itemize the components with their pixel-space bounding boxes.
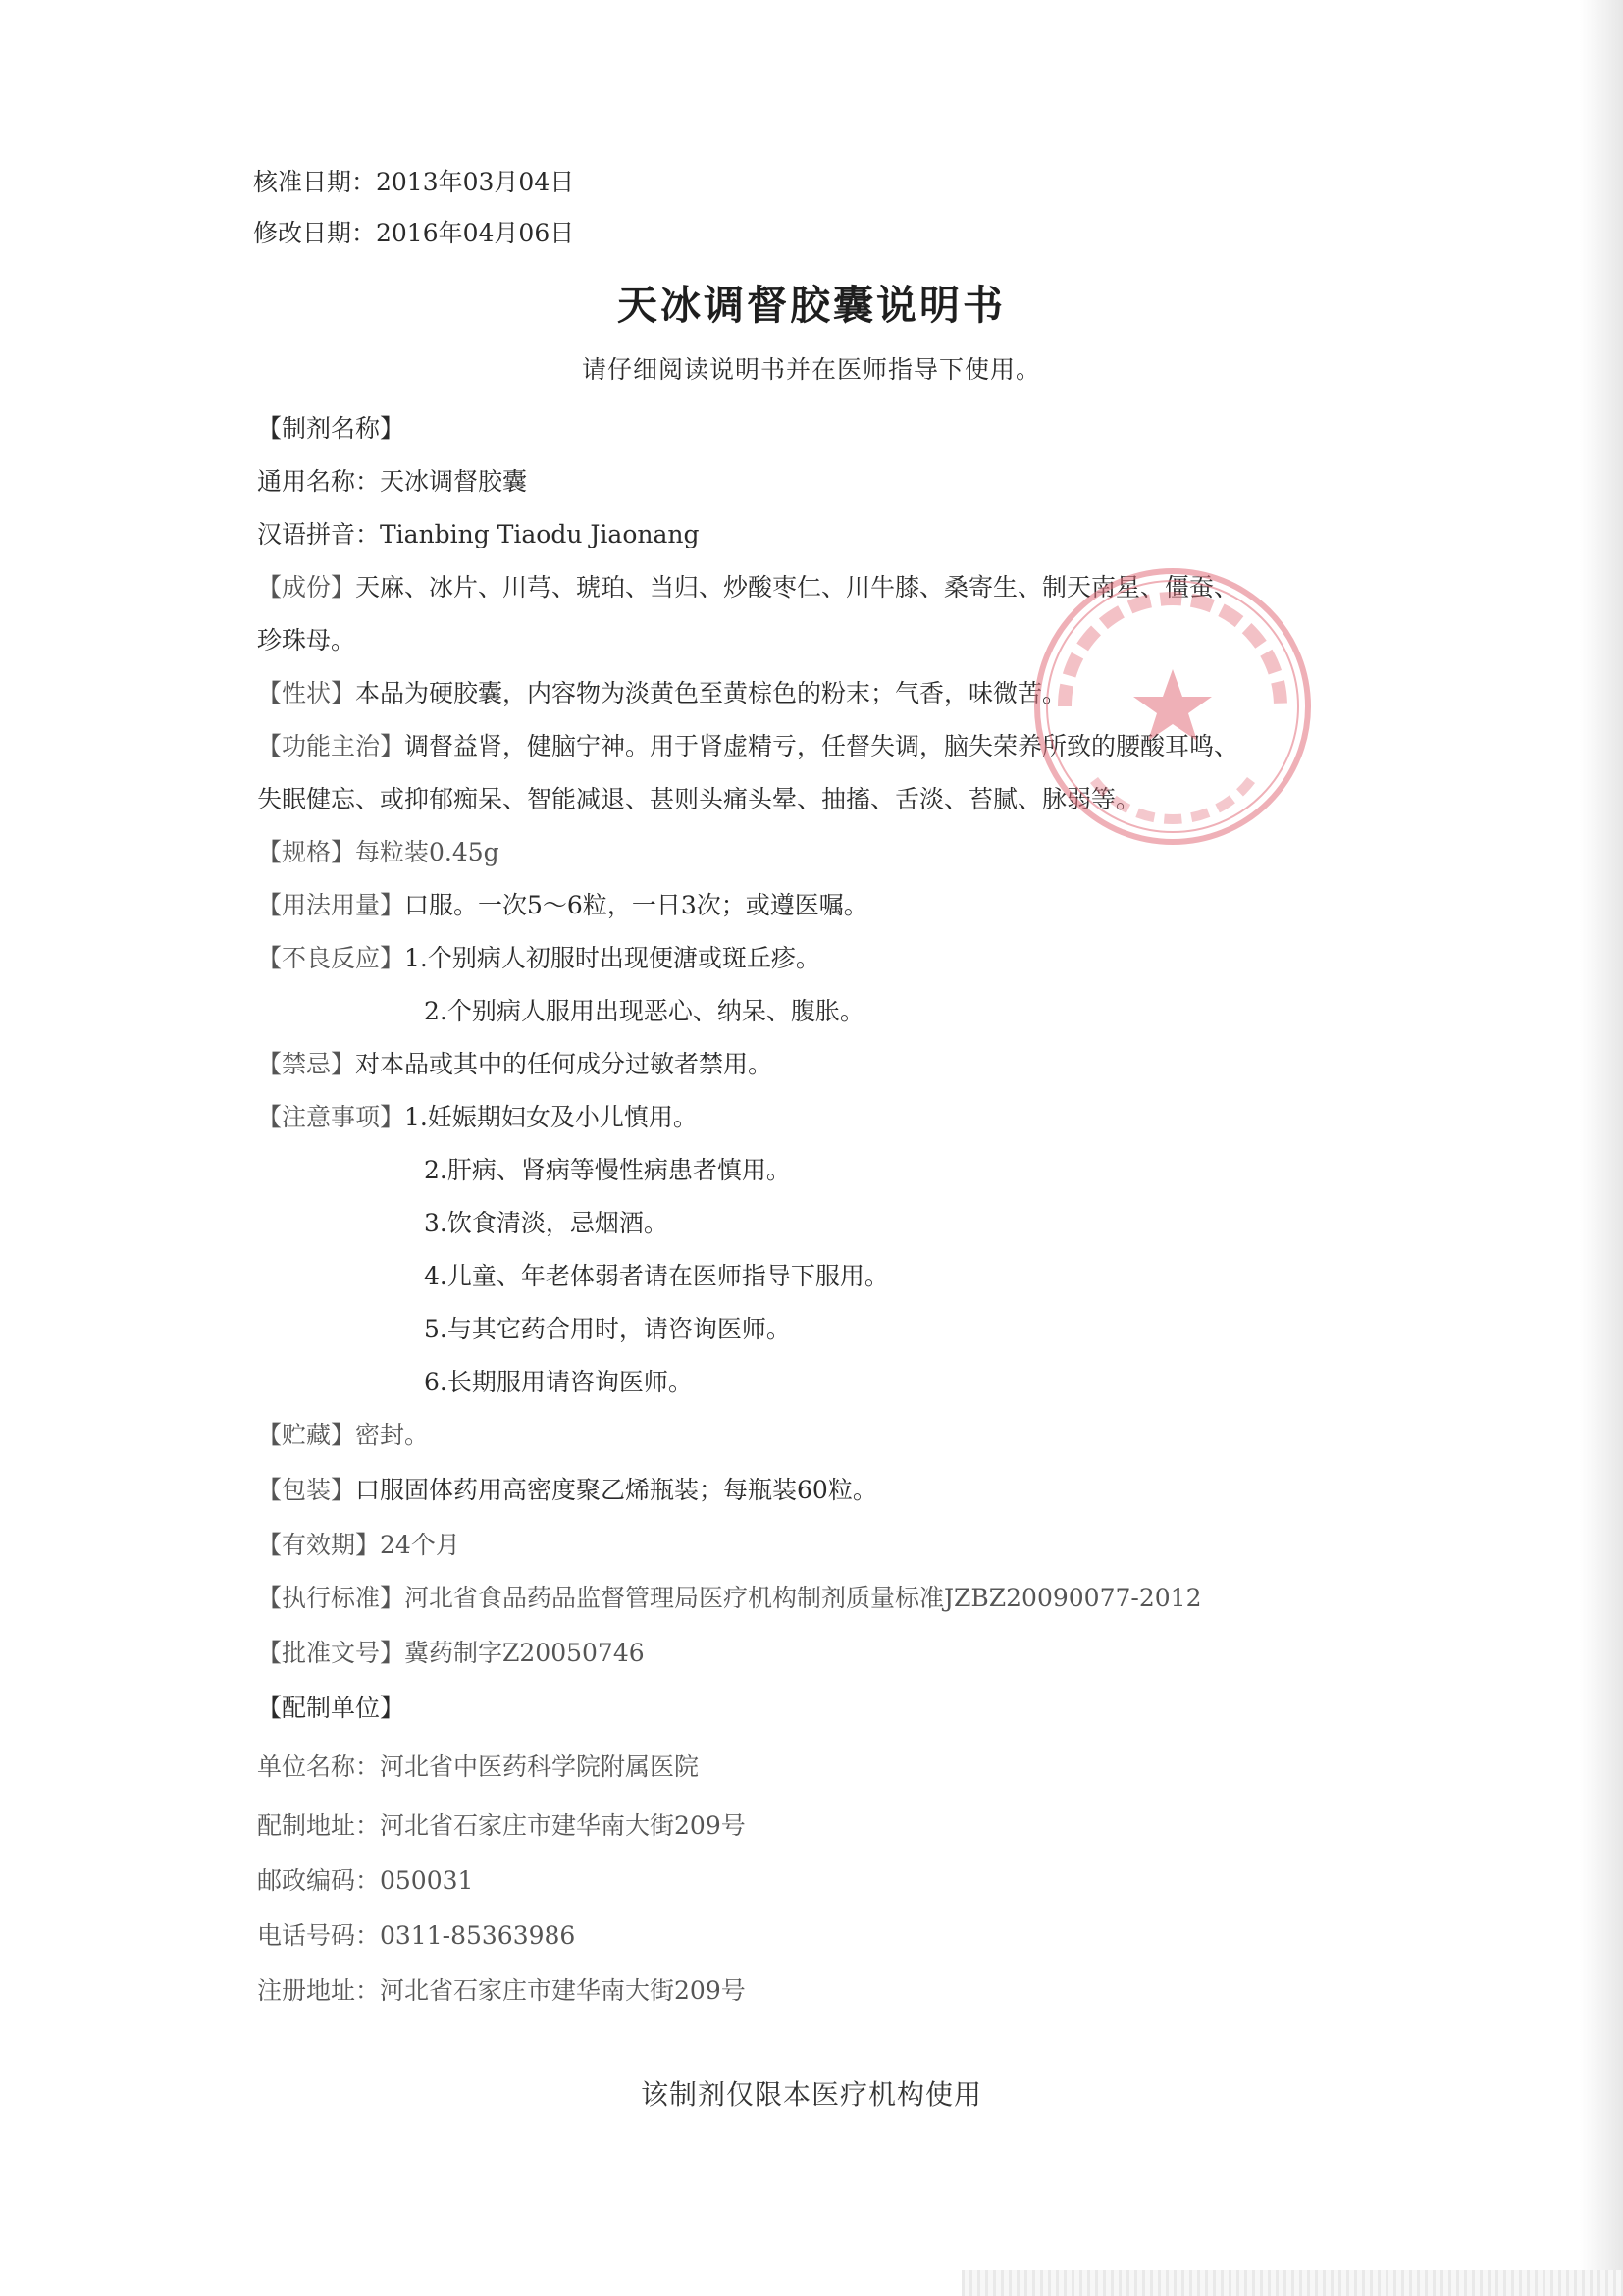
package-label: 【包装】 [257,1476,356,1504]
standard-label: 【执行标准】 [257,1584,405,1612]
indications-text: 调督益肾，健脑宁神。用于肾虚精亏，任督失调，脑失荣养所致的腰酸耳鸣、 [404,732,1239,760]
dosage-label: 【用法用量】 [257,891,405,919]
generic-name: 通用名称：天冰调督胶囊 [257,467,528,496]
ingredients-text: 天麻、冰片、川芎、琥珀、当归、炒酸枣仁、川牛膝、桑寄生、制天南星、僵蚕、 [355,573,1239,601]
maker-registered-address: 注册地址：河北省石家庄市建华南大街209号 [257,1976,746,2005]
precautions-line-1 [257,1102,698,1133]
official-seal-icon [1025,559,1320,854]
precautions-label: 【注意事项】 [257,1103,405,1131]
precaution-item: 4.儿童、年老体弱者请在医师指导下服用。 [424,1262,889,1290]
package-text: 口服固体药用高密度聚乙烯瓶装；每瓶装60粒。 [355,1476,877,1504]
adverse-line-2: 2.个别病人服用出现恶心、纳呆、腹胀。 [424,997,864,1025]
validity-line [257,1530,460,1561]
maker-postcode: 邮政编码：050031 [257,1866,474,1895]
ingredients-line-2: 珍珠母。 [257,626,356,654]
dosage-text: 口服。一次5～6粒，一日3次；或遵医嘱。 [404,891,868,919]
maker-section-label: 【配制单位】 [257,1694,405,1722]
name-section-label: 【制剂名称】 [257,414,405,443]
adverse-line-1 [257,943,820,974]
precaution-item: 5.与其它药合用时，请咨询医师。 [424,1315,791,1343]
precaution-item: 3.饮食清淡，忌烟酒。 [424,1209,668,1237]
scan-edge-band [962,2270,1623,2296]
adverse-label: 【不良反应】 [257,944,405,972]
storage-line [257,1420,429,1451]
indications-line-2: 失眠健忘、或抑郁痴呆、智能减退、甚则头痛头晕、抽搐、舌淡、苔腻、脉弱等。 [257,785,1141,813]
standard-text: 河北省食品药品监督管理局医疗机构制剂质量标准JZBZ20090077-2012 [404,1584,1202,1612]
precaution-item: 1.妊娠期妇女及小儿慎用。 [404,1103,698,1131]
document-title: 天冰调督胶囊说明书 [617,282,1006,329]
approval-number: 冀药制字Z20050746 [404,1639,645,1667]
storage-text: 密封。 [355,1421,430,1449]
contra-text: 对本品或其中的任何成分过敏者禁用。 [355,1050,773,1078]
character-text: 本品为硬胶囊，内容物为淡黄色至黄棕色的粉末；气香，味微苦。 [355,679,1068,707]
adverse-text-1: 1.个别病人初服时出现便溏或斑丘疹。 [404,944,820,972]
spec-text: 每粒装0.45g [355,838,499,866]
character-label: 【性状】 [257,679,356,707]
precaution-item: 2.肝病、肾病等慢性病患者慎用。 [424,1156,791,1184]
ingredients-label: 【成份】 [257,573,356,601]
approval-line [257,1638,645,1669]
document-subtitle: 请仔细阅读说明书并在医师指导下使用。 [581,355,1041,384]
maker-phone: 电话号码：0311-85363986 [257,1921,576,1950]
revision-date: 修改日期：2016年04月06日 [253,219,575,247]
contra-label: 【禁忌】 [257,1050,356,1078]
spec-label: 【规格】 [257,838,356,866]
dosage-line [257,890,868,921]
maker-address: 配制地址：河北省石家庄市建华南大街209号 [257,1811,746,1840]
character-line [257,678,1067,709]
pinyin-name: 汉语拼音：Tianbing Tiaodu Jiaonang [257,520,700,548]
footer-notice: 该制剂仅限本医疗机构使用 [640,2078,982,2111]
standard-line [257,1583,1201,1614]
validity-text: 24个月 [380,1531,460,1559]
approval-label: 【批准文号】 [257,1639,405,1667]
precaution-item: 6.长期服用请咨询医师。 [424,1368,693,1396]
page-edge-shadow [1580,0,1623,2296]
storage-label: 【贮藏】 [257,1421,356,1449]
indications-label: 【功能主治】 [257,732,405,760]
maker-unit-name: 单位名称：河北省中医药科学院附属医院 [257,1752,700,1781]
contra-line [257,1049,772,1080]
spec-line [257,837,499,868]
validity-label: 【有效期】 [257,1531,381,1559]
approval-date: 核准日期：2013年03月04日 [253,168,575,196]
package-line [257,1475,877,1506]
